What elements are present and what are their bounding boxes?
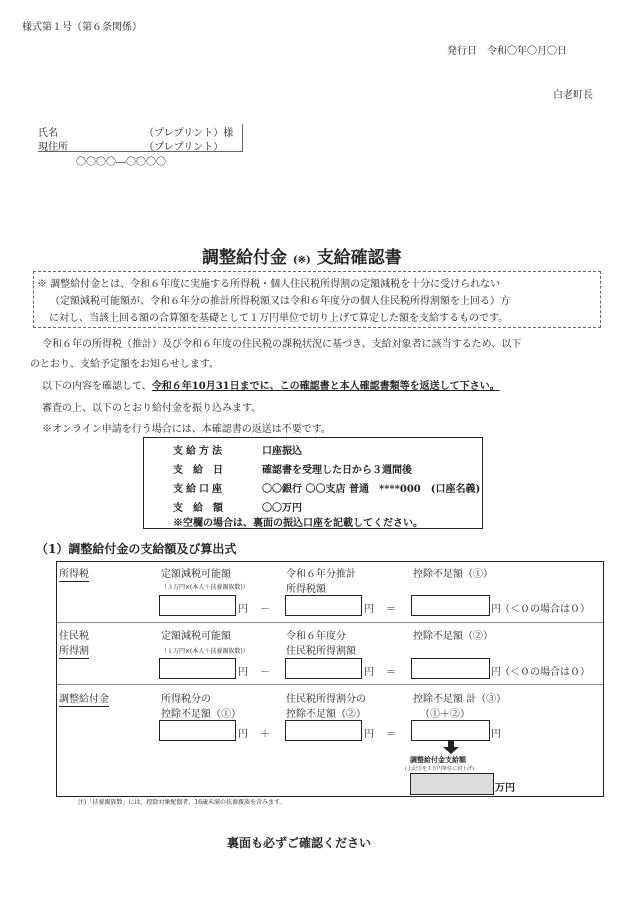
deadline-notice: 令和６年10月31日までに、この確認書と本人確認書類等を返送して下さい。 [151, 381, 500, 392]
row3-box-1[interactable] [159, 720, 236, 741]
row3-col3-title-2: （①＋②） [420, 709, 470, 720]
row-divider-1 [57, 622, 603, 623]
result-box[interactable] [410, 773, 494, 795]
payment-amount-label: 支 給 額 [173, 503, 223, 514]
row2-col3-title: 控除不足額（②） [413, 631, 493, 642]
recipient-rule [38, 151, 243, 152]
row3-col2-title-1: 住民税所得割分の [286, 694, 366, 705]
yen-label: 円 [364, 667, 374, 678]
row2-col1-title: 定額減税可能額 [161, 631, 231, 642]
result-unit: 万円 [495, 783, 515, 794]
row1-col1-sub: （３万円×(本人＋扶養親族数)） [161, 584, 249, 591]
yen-label: 円 [364, 729, 374, 740]
row3-box-3[interactable] [411, 720, 490, 741]
footer-notice: 裏面も必ずご確認ください [227, 836, 372, 850]
row3-col3-title-1: 控除不足額 計（③） [413, 694, 507, 705]
body-paragraph-1b: のとおり、支給予定額をお知らせします。 [30, 359, 219, 370]
arrow-down-head-icon [443, 747, 459, 754]
row1-box-2[interactable] [285, 595, 362, 616]
title-note-mark: (※) [292, 255, 311, 266]
row1-col3-title: 控除不足額（①） [413, 569, 493, 580]
calculation-table [56, 561, 604, 797]
payment-date-label: 支 給 日 [173, 465, 223, 476]
issue-date: 発行日 令和〇年〇月〇日 [447, 46, 567, 57]
payment-method-label: 支給方法 [173, 446, 225, 457]
minus-sign: － [260, 604, 270, 615]
equals-sign: ＝ [386, 667, 396, 678]
payment-amount-value: 〇〇万円 [262, 503, 302, 514]
row3-label: 調整給付金 [59, 690, 109, 707]
note-line-3: に対し、当該上回る額の合算額を基礎として１万円単位で切り上げて算定した額を支給するものです。 [49, 313, 509, 324]
page-title [202, 243, 402, 268]
body-paragraph-3: 審査の上、以下のとおり給付金を振り込みます。 [42, 403, 262, 414]
yen-label: 円 [238, 604, 248, 615]
name-value: （プレプリント）様 [144, 128, 234, 139]
row1-label: 所得税 [59, 565, 89, 582]
row2-label-2: 所得割 [59, 642, 89, 659]
yen-label: 円 [238, 667, 248, 678]
mayor-name: 白老町長 [553, 90, 593, 101]
payment-method-value: 口座振込 [262, 446, 302, 457]
row3-col2-title-2: 控除不足額（②） [286, 709, 366, 720]
form-number: 様式第１号（第６条関係） [22, 22, 142, 33]
row2-zero-note: （＜０の場合は０） [500, 667, 590, 678]
row3-col1-title-2: 控除不足額（①） [161, 709, 241, 720]
title-part-1: 調整給付金 [202, 248, 287, 268]
payment-account-label: 支給口座 [173, 484, 225, 495]
section-heading: （1）調整給付金の支給額及び算出式 [36, 542, 237, 556]
payment-note: ※空欄の場合は、裏面の振込口座を記載してください。 [173, 518, 423, 529]
row-divider-2 [57, 684, 603, 685]
yen-label: 円 [491, 729, 501, 740]
equals-sign: ＝ [386, 604, 396, 615]
row2-box-2[interactable] [285, 658, 362, 679]
payment-account-value: 〇〇銀行 〇〇支店 普通 ****000 (口座名義) [262, 484, 481, 495]
name-label: 氏名 [38, 128, 58, 139]
row2-label-1: 住民税 [59, 631, 89, 642]
equals-sign: ＝ [386, 729, 396, 740]
result-title: 調整給付金支給額 [410, 755, 466, 764]
row1-col2-title-2: 所得税額 [286, 584, 326, 595]
postal-code: 〇〇〇〇―〇〇〇〇 [76, 157, 166, 168]
minus-sign: － [260, 667, 270, 678]
row1-zero-note: （＜０の場合は０） [500, 604, 590, 615]
note-line-1: ※ 調整給付金とは、令和６年度に実施する所得税・個人住民税所得割の定額減税を十分に受けられない [37, 279, 501, 290]
plus-sign: ＋ [260, 729, 270, 740]
body-paragraph-1a: 令和６年の所得税（推計）及び令和６年度の住民税の課税状況に基づき、支給対象者に該当するため、以下 [42, 339, 522, 350]
recipient-rule-v [242, 124, 243, 151]
row1-col2-title-1: 令和６年分推計 [286, 569, 356, 580]
row2-box-3[interactable] [411, 658, 490, 679]
yen-label: 円 [364, 604, 374, 615]
yen-label: 円 [491, 667, 501, 678]
title-part-2: 支給確認書 [316, 248, 402, 268]
body-paragraph-2 [42, 377, 500, 392]
body-paragraph-4: ※オンライン申請を行う場合には、本確認書の返送は不要です。 [42, 424, 331, 435]
address-label: 現住所 [38, 142, 68, 153]
address-value: （プレプリント） [144, 142, 224, 153]
row1-box-1[interactable] [159, 595, 236, 616]
row2-box-1[interactable] [159, 658, 236, 679]
yen-label: 円 [491, 604, 501, 615]
payment-date-value: 確認書を受理した日から３週間後 [262, 465, 412, 476]
row2-col2-title-2: 住民税所得割額 [286, 646, 356, 657]
row2-col2-title-1: 令和６年度分 [286, 631, 346, 642]
row2-col1-sub: （１万円×(本人＋扶養親族数)） [161, 648, 249, 655]
yen-label: 円 [238, 729, 248, 740]
row3-box-2[interactable] [285, 720, 362, 741]
result-sub: (上記③を１万円単位に切上げ) [405, 766, 474, 772]
body-p2-prefix: 以下の内容を確認して、 [42, 381, 152, 392]
footnote: 注)「扶養親族数」には、控除対象配偶者、16歳未満の扶養親族を含みます。 [78, 799, 286, 806]
row1-box-3[interactable] [411, 595, 490, 616]
row3-col1-title-1: 所得税分の [161, 694, 211, 705]
row1-col1-title: 定額減税可能額 [161, 569, 231, 580]
note-line-2: （定額減税可能額が、令和６年分の推計所得税額又は令和６年度分の個人住民税所得割額を上回る）方 [50, 296, 510, 307]
